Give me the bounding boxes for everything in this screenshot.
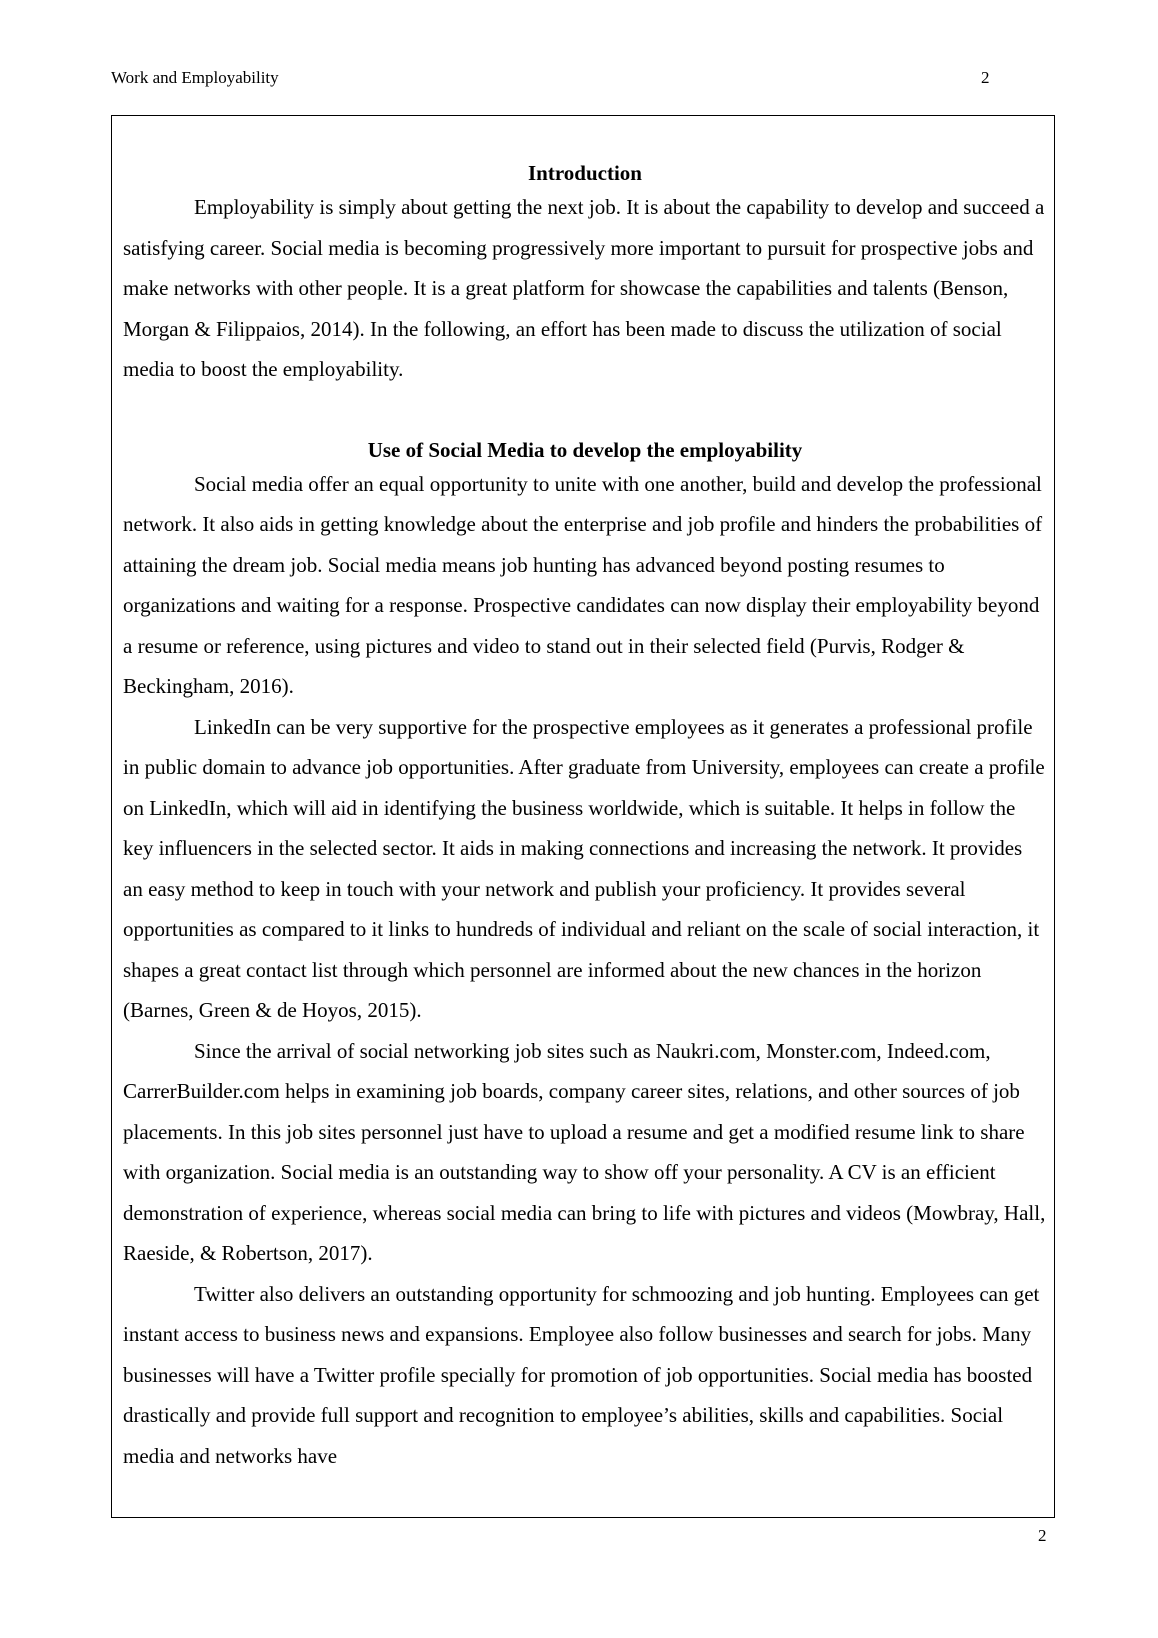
- header-page-number: 2: [981, 68, 990, 87]
- paragraph: LinkedIn can be very supportive for the prospective employees as it generates a professional profile in public domain to advance job opportunities. After graduate from University, employees can create a profile on LinkedIn, which will aid in identifying the business worldwide, which is suitable. It helps in follow the key influencers in the selected sector. It aids in making connections and increasing the network. It provides an easy method to keep in touch with your network and publish your proficiency. It provides several opportunities as compared to it links to hundreds of individual and reliant on the scale of social interaction, it shapes a great contact list through which personnel are informed about the new chances in the horizon (Barnes, Green & de Hoyos, 2015).: [123, 714, 1045, 1022]
- section-heading-social-media: Use of Social Media to develop the employability: [367, 437, 803, 462]
- section-heading-introduction: Introduction: [528, 161, 642, 185]
- paragraph: Employability is simply about getting the next job. It is about the capability to develop and succeed a satisfying career. Social media is becoming progressively more important to pursuit for prospective jobs and make networks with other people. It is a great platform for showcase the capabilities and talents (Benson, Morgan & Filippaios, 2014). In the following, an effort has been made to discuss the utilization of social media to boost the employability.: [123, 195, 1045, 381]
- paragraph: Twitter also delivers an outstanding opportunity for schmoozing and job hunting. Employees can get instant access to business news and expansions. Employee also follow businesses and search for jobs. Many businesses will have a Twitter profile specially for promotion of job opportunities. Social media has boosted drastically and provide full support and recognition to employee’s abilities, skills and capabilities. Social media and networks have: [123, 1281, 1040, 1468]
- content-frame: [111, 115, 1055, 1518]
- footer-page-number: 2: [1038, 1526, 1047, 1545]
- paragraph: Social media offer an equal opportunity to unite with one another, build and develop the professional network. It also aids in getting knowledge about the enterprise and job profile and hinders the probabilities of attaining the dream job. Social media means job hunting has advanced beyond posting resumes to organizations and waiting for a response. Prospective candidates can now display their employability beyond a resume or reference, using pictures and video to stand out in their selected field (Purvis, Rodger & Beckingham, 2016).: [123, 471, 1043, 698]
- body-text: [123, 160, 1047, 1476]
- running-head: Work and Employability: [111, 68, 279, 87]
- paragraph: Since the arrival of social networking job sites such as Naukri.com, Monster.com, Indeed.com, CarrerBuilder.com helps in examining job boards, company career sites, relations, and other sources of job placements. In this job sites personnel just have to upload a resume and get a modified resume link to share with organization. Social media is an outstanding way to show off your personality. A CV is an efficient demonstration of experience, whereas social media can bring to life with pictures and videos (Mowbray, Hall, Raeside, & Robertson, 2017).: [123, 1038, 1046, 1265]
- section-spacer: [123, 390, 1047, 437]
